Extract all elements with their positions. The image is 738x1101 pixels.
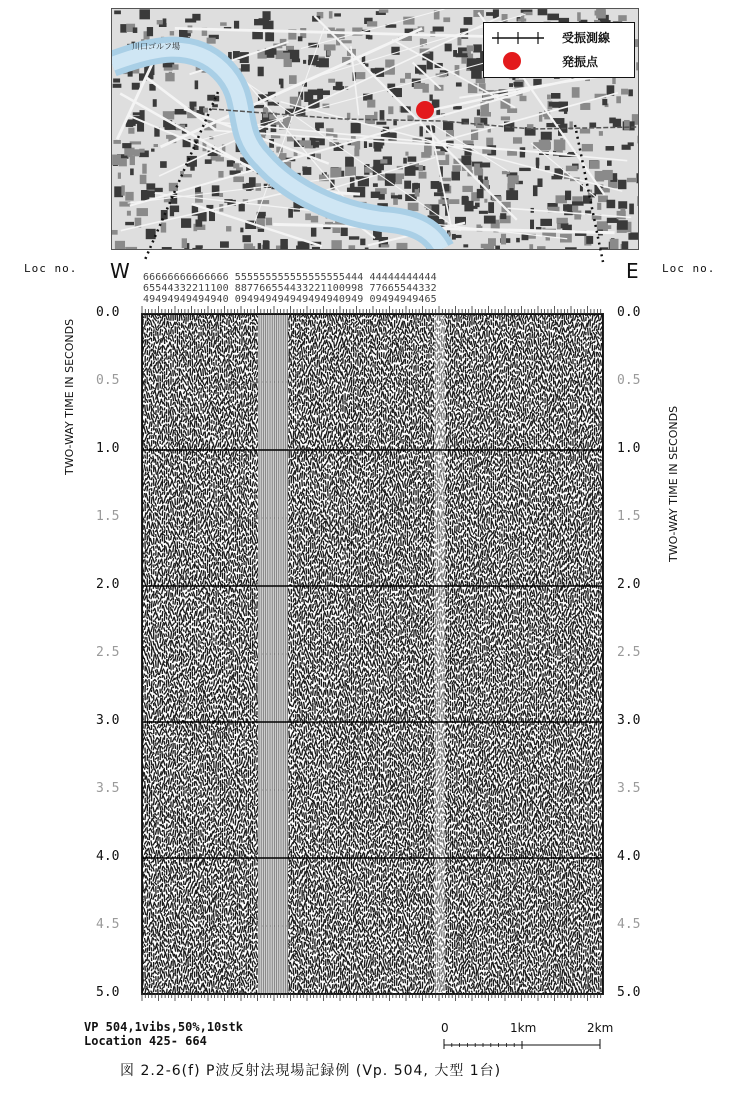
loc-no-label-left: Loc no. xyxy=(24,262,78,275)
acquisition-info: VP 504,1vibs,50%,10stk xyxy=(84,1020,243,1034)
scale-label-1km: 1km xyxy=(510,1021,537,1035)
seismic-record xyxy=(141,313,604,995)
time-tick-left-0-5: 0.5 xyxy=(96,373,120,388)
time-tick-right-2-5: 2.5 xyxy=(617,645,641,660)
time-tick-left-3-0: 3.0 xyxy=(96,713,120,728)
axis-title-left: TWO-WAY TIME IN SECONDS xyxy=(63,318,76,475)
time-tick-left-3-5: 3.5 xyxy=(96,781,120,796)
scale-label-2km: 2km xyxy=(587,1021,614,1035)
loc-row-3: 49494949494940 094949494949494940949 09494949465 xyxy=(143,294,437,305)
west-label: W xyxy=(110,259,130,283)
loc-row-1: 66666666666666 555555555555555555444 44444444444 xyxy=(143,272,437,283)
time-tick-right-1-5: 1.5 xyxy=(617,509,641,524)
time-tick-right-4-0: 4.0 xyxy=(617,849,641,864)
figure-caption: 図 2.2-6(f) P波反射法現場記録例 (Vp. 504, 大型 1台) xyxy=(120,1063,502,1079)
time-tick-left-4-5: 4.5 xyxy=(96,917,120,932)
time-tick-left-1-0: 1.0 xyxy=(96,441,120,456)
axis-title-right: TWO-WAY TIME IN SECONDS xyxy=(667,405,680,562)
time-tick-right-5-0: 5.0 xyxy=(617,985,641,1000)
trace-ticks-top xyxy=(141,306,602,314)
time-tick-right-2-0: 2.0 xyxy=(617,577,641,592)
east-label: E xyxy=(626,259,639,283)
legend-source-point: 発振点 xyxy=(562,55,599,69)
trace-ticks-bottom xyxy=(141,993,602,1001)
time-tick-right-3-0: 3.0 xyxy=(617,713,641,728)
time-tick-left-0-0: 0.0 xyxy=(96,305,120,320)
time-tick-right-4-5: 4.5 xyxy=(617,917,641,932)
time-tick-right-0-5: 0.5 xyxy=(617,373,641,388)
time-tick-left-4-0: 4.0 xyxy=(96,849,120,864)
time-tick-left-1-5: 1.5 xyxy=(96,509,120,524)
time-tick-right-1-0: 1.0 xyxy=(617,441,641,456)
loc-row-2: 65544332211100 887766554433221100998 77665544332 xyxy=(143,283,437,294)
time-tick-left-5-0: 5.0 xyxy=(96,985,120,1000)
legend-receiver-line: 受振測線 xyxy=(562,31,611,45)
scale-bar xyxy=(440,1037,610,1051)
time-tick-left-2-5: 2.5 xyxy=(96,645,120,660)
scale-label-0: 0 xyxy=(441,1021,449,1035)
time-tick-right-3-5: 3.5 xyxy=(617,781,641,796)
map-place-label: 川口ゴルフ場 xyxy=(132,42,180,51)
time-tick-right-0-0: 0.0 xyxy=(617,305,641,320)
loc-no-label-right: Loc no. xyxy=(662,262,716,275)
location-range: Location 425- 664 xyxy=(84,1034,207,1048)
time-tick-left-2-0: 2.0 xyxy=(96,577,120,592)
